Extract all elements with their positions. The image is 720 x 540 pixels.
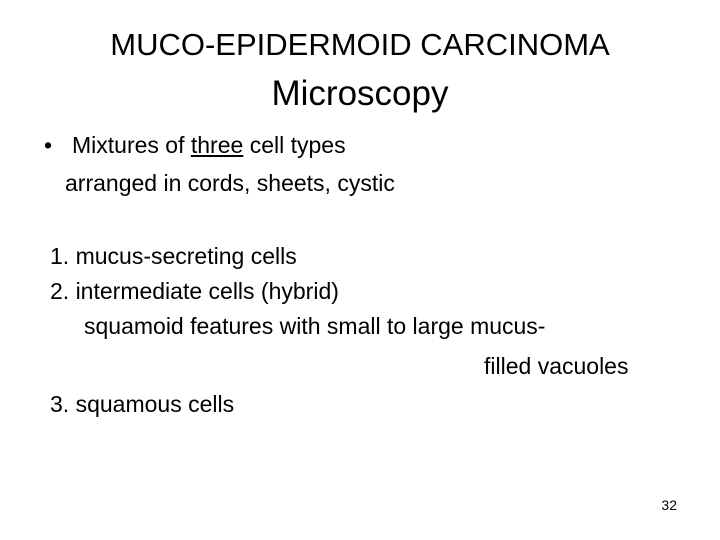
- list-item-2-detail-continuation: filled vacuoles: [484, 353, 629, 379]
- bullet-emphasis: three: [190, 132, 244, 158]
- list-item-2: 2. intermediate cells (hybrid): [50, 278, 339, 304]
- list-item-1: 1. mucus-secreting cells: [50, 243, 297, 269]
- list-item-2-detail: squamoid features with small to large mucus-: [84, 313, 546, 339]
- bullet-text-start: Mixtures of: [72, 132, 191, 158]
- slide-subtitle: Microscopy: [271, 74, 449, 113]
- slide-title: MUCO-EPIDERMOID CARCINOMA: [110, 27, 610, 62]
- page-number: 32: [661, 497, 677, 513]
- bullet-continuation: arranged in cords, sheets, cystic: [65, 170, 395, 196]
- list-item-3: 3. squamous cells: [50, 391, 235, 417]
- bullet-text-end: cell types: [243, 132, 346, 158]
- bullet-marker: •: [44, 132, 53, 158]
- bullet-item: [44, 129, 346, 161]
